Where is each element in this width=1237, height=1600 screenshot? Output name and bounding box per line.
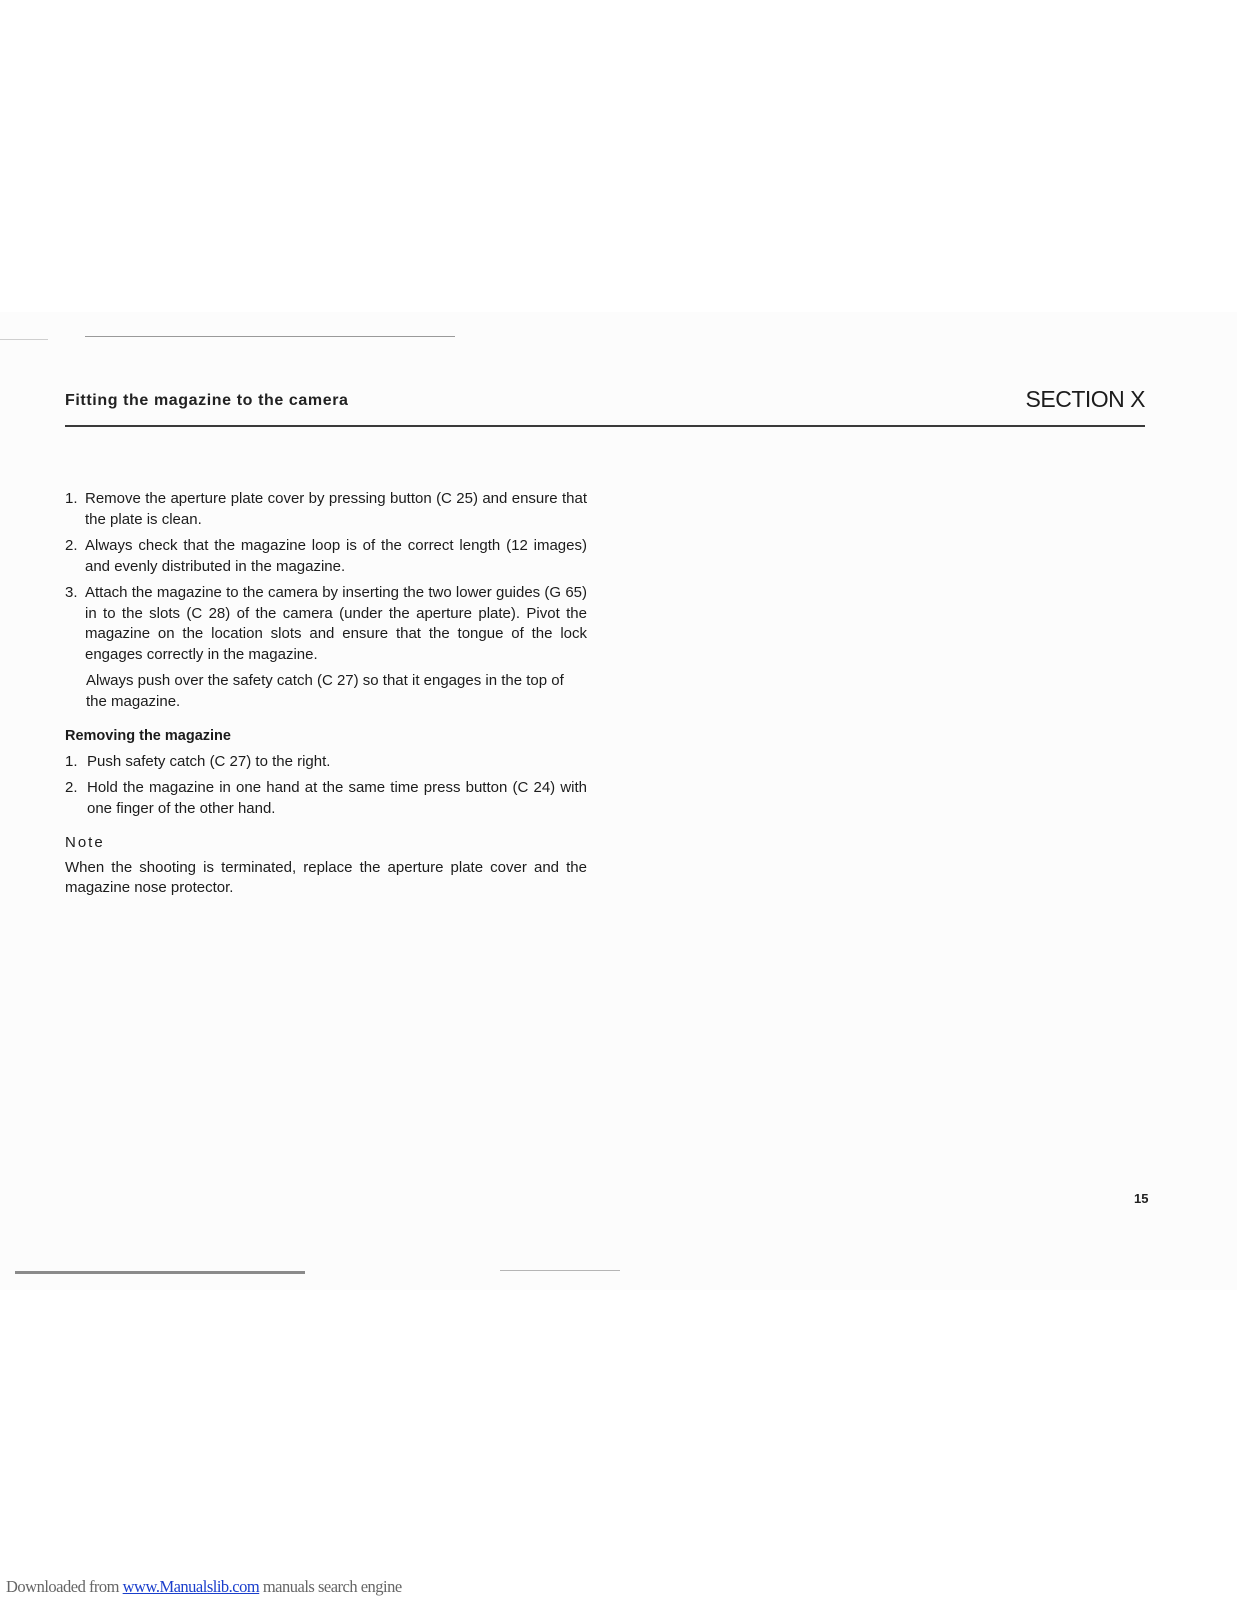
page-number: 15 xyxy=(1134,1191,1149,1206)
safety-catch-paragraph: Always push over the safety catch (C 27) so that it engages in the top of the magazine. xyxy=(86,672,564,710)
list-item-text: Remove the aperture plate cover by pressing button (C 25) and ensure that the plate is clean. xyxy=(85,490,587,528)
manualslib-link[interactable]: www.Manualslib.com xyxy=(122,1577,260,1596)
removing-heading: Removing the magazine xyxy=(65,728,231,744)
section-label: SECTION X xyxy=(1025,386,1145,412)
list-item-number: 2. xyxy=(65,779,78,796)
note-heading: Note xyxy=(65,834,105,851)
scan-artifact-line xyxy=(0,339,48,340)
scan-artifact-bottom-line xyxy=(15,1271,305,1274)
list-item xyxy=(65,778,587,819)
footer-credit xyxy=(6,1577,402,1597)
scan-artifact-bottom-line xyxy=(500,1270,620,1271)
content-body xyxy=(65,489,587,899)
footer-suffix: manuals search engine xyxy=(259,1577,402,1596)
list-item xyxy=(65,583,587,665)
list-item-number: 2. xyxy=(65,537,78,554)
list-item-text: Always check that the magazine loop is of the correct length (12 images) and evenly distributed in the magazine. xyxy=(85,537,587,575)
list-item-number: 1. xyxy=(65,490,78,507)
list-item xyxy=(65,752,587,773)
list-item xyxy=(65,489,587,530)
note-text: When the shooting is terminated, replace the aperture plate cover and the magazine nose protector. xyxy=(65,858,587,896)
list-item-text: Push safety catch (C 27) to the right. xyxy=(87,752,331,770)
page-title: Fitting the magazine to the camera xyxy=(65,392,349,409)
list-item xyxy=(65,536,587,577)
list-item-number: 3. xyxy=(65,584,78,601)
list-item-number: 1. xyxy=(65,752,78,770)
list-item-text: Attach the magazine to the camera by inserting the two lower guides (G 65) in to the slots (C 28) of the camera (under the aperture plate). Pivot the magazine on the location slots and ensure that the tongue of the lock engages correctly in the magazine. xyxy=(85,584,587,663)
header-divider xyxy=(65,425,1145,427)
list-item-text: Hold the magazine in one hand at the same time press button (C 24) with one finger of the other hand. xyxy=(87,779,587,817)
fitting-steps-list xyxy=(65,489,587,665)
scan-artifact-line xyxy=(85,336,455,337)
removing-steps-list xyxy=(65,752,587,820)
footer-prefix: Downloaded from xyxy=(6,1577,123,1596)
